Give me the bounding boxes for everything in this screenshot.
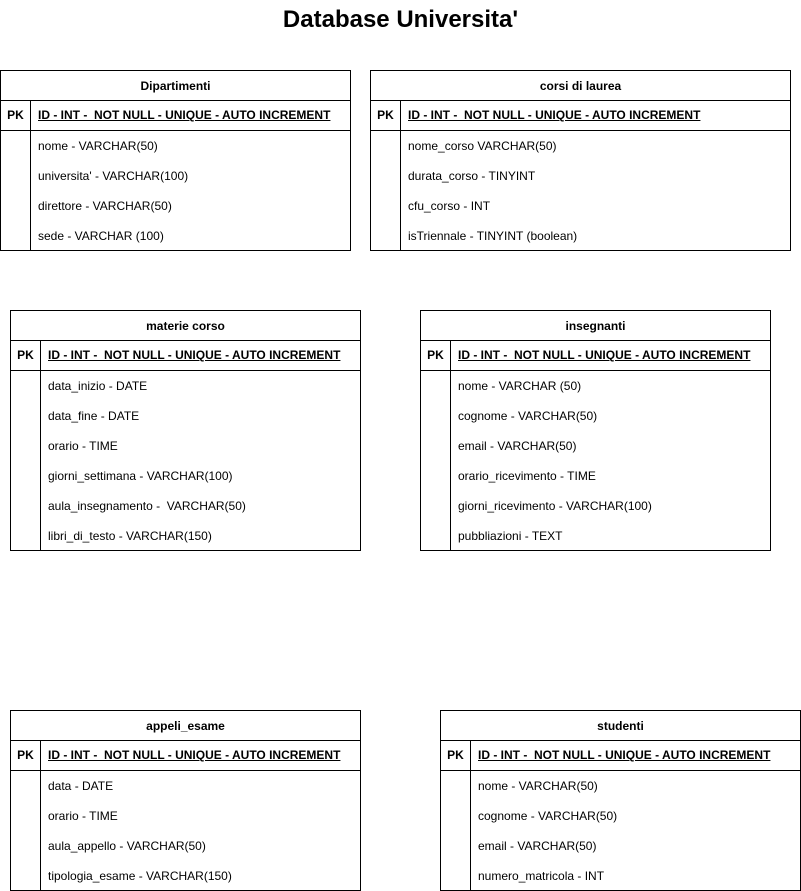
field-row: data - DATE: [48, 779, 114, 793]
key-column: [11, 771, 41, 891]
field-row: data_inizio - DATE: [48, 379, 148, 393]
key-column: [441, 771, 471, 891]
entity-materie-corso[interactable]: [10, 310, 361, 551]
entity-header: appeli_esame: [11, 711, 360, 741]
field-row: pubbliazioni - TEXT: [458, 529, 563, 543]
key-column: [371, 131, 401, 251]
pk-field: ID - INT - NOT NULL - UNIQUE - AUTO INCREMENT: [38, 108, 331, 122]
field-row: nome - VARCHAR (50): [458, 379, 582, 393]
field-row: giorni_ricevimento - VARCHAR(100): [458, 499, 652, 513]
field-row: nome - VARCHAR(50): [478, 779, 598, 793]
field-section: [371, 131, 790, 251]
entity-corsi-di-laurea[interactable]: [370, 70, 791, 251]
pk-label: PK: [1, 101, 31, 130]
pk-label: PK: [421, 341, 451, 370]
entity-header: studenti: [441, 711, 800, 741]
entity-header: corsi di laurea: [371, 71, 790, 101]
key-column: [11, 371, 41, 551]
entity-dipartimenti[interactable]: [0, 70, 351, 251]
pk-label: PK: [371, 101, 401, 130]
key-column: [421, 371, 451, 551]
field-row: numero_matricola - INT: [478, 869, 605, 883]
pk-label: PK: [441, 741, 471, 770]
field-row: universita' - VARCHAR(100): [38, 169, 189, 183]
field-row: aula_appello - VARCHAR(50): [48, 839, 206, 853]
field-row: sede - VARCHAR (100): [38, 229, 164, 243]
field-row: cognome - VARCHAR(50): [478, 809, 618, 823]
field-section: [11, 771, 360, 891]
field-row: orario - TIME: [48, 809, 118, 823]
primary-key-row: [11, 341, 360, 371]
pk-field: ID - INT - NOT NULL - UNIQUE - AUTO INCREMENT: [458, 348, 751, 362]
field-row: orario - TIME: [48, 439, 118, 453]
pk-field: ID - INT - NOT NULL - UNIQUE - AUTO INCREMENT: [408, 108, 701, 122]
primary-key-row: [1, 101, 350, 131]
field-row: durata_corso - TINYINT: [408, 169, 536, 183]
field-row: direttore - VARCHAR(50): [38, 199, 172, 213]
field-row: cfu_corso - INT: [408, 199, 491, 213]
entity-header: insegnanti: [421, 311, 770, 341]
field-row: cognome - VARCHAR(50): [458, 409, 598, 423]
primary-key-row: [371, 101, 790, 131]
field-section: [421, 371, 770, 551]
field-row: email - VARCHAR(50): [478, 839, 597, 853]
field-row: giorni_settimana - VARCHAR(100): [48, 469, 233, 483]
field-row: aula_insegnamento - VARCHAR(50): [48, 499, 246, 513]
pk-field: ID - INT - NOT NULL - UNIQUE - AUTO INCREMENT: [48, 748, 341, 762]
pk-label: PK: [11, 341, 41, 370]
field-section: [441, 771, 800, 891]
entity-studenti[interactable]: [440, 710, 801, 891]
primary-key-row: [11, 741, 360, 771]
key-column: [1, 131, 31, 251]
field-row: orario_ricevimento - TIME: [458, 469, 596, 483]
field-row: tipologia_esame - VARCHAR(150): [48, 869, 232, 883]
field-section: [11, 371, 360, 551]
field-row: nome - VARCHAR(50): [38, 139, 158, 153]
field-row: data_fine - DATE: [48, 409, 140, 423]
field-row: email - VARCHAR(50): [458, 439, 577, 453]
primary-key-row: [421, 341, 770, 371]
entity-header: Dipartimenti: [1, 71, 350, 101]
primary-key-row: [441, 741, 800, 771]
field-row: isTriennale - TINYINT (boolean): [408, 229, 578, 243]
pk-label: PK: [11, 741, 41, 770]
field-row: nome_corso VARCHAR(50): [408, 139, 557, 153]
pk-field: ID - INT - NOT NULL - UNIQUE - AUTO INCREMENT: [48, 348, 341, 362]
field-row: libri_di_testo - VARCHAR(150): [48, 529, 212, 543]
entity-appeli-esame[interactable]: [10, 710, 361, 891]
entity-header: materie corso: [11, 311, 360, 341]
entity-insegnanti[interactable]: [420, 310, 771, 551]
pk-field: ID - INT - NOT NULL - UNIQUE - AUTO INCREMENT: [478, 748, 771, 762]
diagram-title: Database Universita': [282, 6, 519, 33]
field-section: [1, 131, 350, 251]
